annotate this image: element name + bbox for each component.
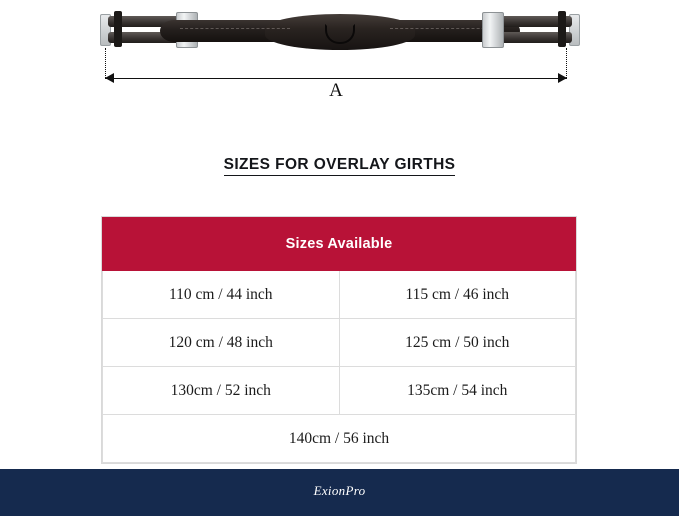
table-row <box>103 271 576 319</box>
measurement-callout <box>105 48 567 101</box>
page-title <box>0 156 679 174</box>
page-title-text: SIZES FOR OVERLAY GIRTHS <box>224 156 456 176</box>
girth-center-bulge <box>265 14 415 50</box>
table-row <box>103 367 576 415</box>
girth-right-keeper <box>558 11 566 47</box>
measure-dimension-line <box>105 78 567 79</box>
girth-stitch-left <box>180 28 290 29</box>
table-header-cell: Sizes Available <box>103 218 576 271</box>
brand-logo: ExionPro <box>313 483 366 498</box>
size-cell: 125 cm / 50 inch <box>339 319 576 367</box>
table-row <box>103 415 576 463</box>
footer-bar <box>0 469 679 516</box>
girth-body <box>160 14 520 48</box>
girth-right-end <box>488 10 580 50</box>
girth-right-buckle <box>482 12 504 48</box>
size-cell: 115 cm / 46 inch <box>339 271 576 319</box>
size-cell: 110 cm / 44 inch <box>103 271 340 319</box>
size-cell-full-width: 140cm / 56 inch <box>103 415 576 463</box>
table-row <box>103 319 576 367</box>
measure-label: A <box>329 80 343 101</box>
size-cell: 120 cm / 48 inch <box>103 319 340 367</box>
size-cell: 130cm / 52 inch <box>103 367 340 415</box>
size-cell: 135cm / 54 inch <box>339 367 576 415</box>
sizes-table <box>101 216 577 464</box>
product-illustration <box>0 0 679 120</box>
table-header-row <box>103 218 576 271</box>
girth-left-keeper <box>114 11 122 47</box>
